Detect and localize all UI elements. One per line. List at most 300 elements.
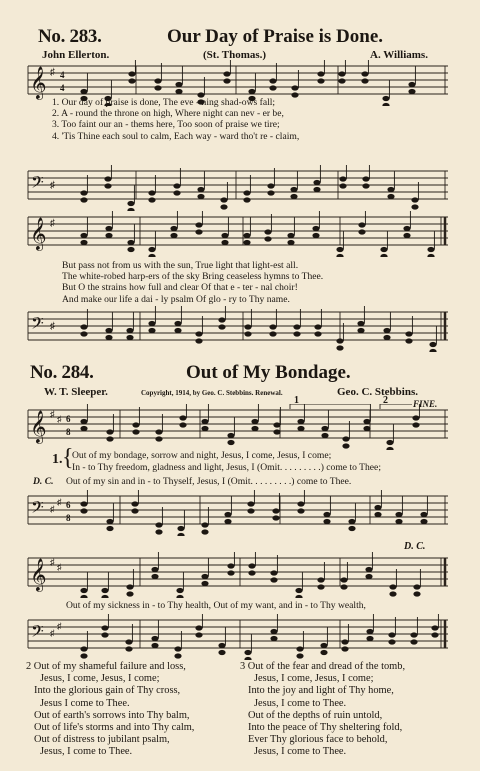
note-head (155, 522, 162, 527)
hymn-283-composer: A. Williams. (370, 49, 428, 61)
note-head (128, 71, 135, 76)
hymn-284-author: W. T. Sleeper. (44, 386, 108, 398)
note-head (148, 197, 155, 202)
note-head (220, 197, 227, 202)
note-head (197, 187, 204, 192)
note-head (224, 519, 231, 524)
svg-text:♯: ♯ (50, 409, 55, 419)
hymn-284-line-4: Out of my sickness in - to Thy health, Out of my want, and in - to Thy wealth, (66, 600, 366, 611)
note-head (320, 643, 327, 648)
note-head (365, 574, 372, 579)
note-head (269, 85, 276, 90)
svg-text:♯: ♯ (57, 562, 62, 572)
note-head (80, 595, 87, 598)
note-head (223, 78, 230, 83)
stanza-line: Out of life's storms and into Thy calm, (34, 722, 195, 734)
note-head (132, 429, 139, 434)
note-head (151, 567, 158, 572)
note-head (106, 429, 113, 434)
brace-icon: { (62, 445, 74, 471)
note-head (128, 78, 135, 83)
svg-text:6: 6 (66, 414, 71, 424)
note-head (248, 570, 255, 575)
note-head (101, 595, 108, 598)
hymn-284-line-3: Out of my sin and in - to Thyself, Jesus, I (Omit. . . . . . . . .) come to Thee. (66, 476, 352, 487)
note-head (383, 335, 390, 340)
note-head (251, 426, 258, 431)
verse-line: And make our life a dai - ly psalm Of glo - ry to Thy name. (62, 293, 290, 305)
svg-text:𝄞: 𝄞 (30, 560, 47, 591)
note-head (170, 226, 177, 231)
note-head (357, 321, 364, 326)
note-head (427, 254, 434, 257)
note-head (125, 639, 132, 644)
note-head (341, 639, 348, 644)
note-head (105, 328, 112, 333)
note-head (408, 89, 415, 94)
note-head (317, 71, 324, 76)
note-head (336, 247, 343, 252)
note-head (429, 342, 436, 347)
hymn-284-stanza-2 (26, 661, 194, 759)
note-head (339, 176, 346, 181)
hymn-283-tune: (St. Thomas.) (203, 49, 267, 61)
verse-line: But pass not from us with the sun, True light that light-est all. (62, 260, 299, 271)
note-head (227, 570, 234, 575)
hymn-284-stanza-3 (240, 661, 405, 759)
svg-text:♯: ♯ (50, 321, 55, 332)
stanza-line: Out of earth's sorrows into Thy balm, (34, 709, 190, 721)
note-head (405, 338, 412, 343)
stanza-line: Jesus I come to Thee. (40, 697, 130, 709)
svg-text:6: 6 (66, 500, 71, 510)
note-head (338, 78, 345, 83)
hymn-283-verses-b (62, 260, 323, 305)
note-head (382, 103, 389, 106)
note-head (264, 236, 271, 241)
note-head (269, 324, 276, 329)
note-head (174, 653, 181, 658)
svg-text:8: 8 (66, 513, 71, 523)
note-head (80, 508, 87, 513)
note-head (295, 595, 302, 598)
note-head (317, 584, 324, 589)
note-head (297, 426, 304, 431)
stanza-number: 1. (52, 452, 63, 467)
stanza-line: Jesus, I come to Thee. (254, 697, 347, 709)
note-head (126, 335, 133, 340)
note-head (389, 584, 396, 589)
note-head (148, 190, 155, 195)
note-head (338, 71, 345, 76)
note-head (201, 574, 208, 579)
note-head (106, 519, 113, 524)
music-staff-bass (0, 165, 480, 211)
note-head (195, 331, 202, 336)
svg-text:4: 4 (60, 70, 65, 80)
note-head (179, 415, 186, 420)
note-head (336, 345, 343, 350)
note-head (151, 643, 158, 648)
note-head (293, 324, 300, 329)
note-head (313, 180, 320, 185)
note-head (314, 331, 321, 336)
note-head (362, 176, 369, 181)
note-head (420, 512, 427, 517)
svg-text:♯: ♯ (50, 557, 55, 567)
stanza-line: Into the joy and light of Thy home, (248, 685, 394, 697)
hymn-284-line-1: Out of my bondage, sorrow and night, Jesus, I come, Jesus, I come; (72, 450, 332, 461)
note-head (312, 233, 319, 238)
note-head (174, 646, 181, 651)
note-head (362, 183, 369, 188)
note-head (410, 639, 417, 644)
note-head (363, 426, 370, 431)
note-head (341, 646, 348, 651)
verse-line: The white-robed harp-ers of the sky Bring ceaseless hymns to Thee. (62, 271, 324, 283)
note-head (380, 254, 387, 257)
note-head (410, 632, 417, 637)
note-head (358, 229, 365, 234)
note-head (413, 591, 420, 596)
music-staff-bass (0, 490, 480, 536)
note-head (148, 254, 155, 257)
stanza-line: 2 Out of my shameful failure and loss, (26, 661, 186, 672)
note-head (403, 226, 410, 231)
note-head (106, 436, 113, 441)
note-head (127, 247, 134, 252)
hymn-284-copyright: Copyright, 1914, by Geo. C. Stebbins. Renewal. (141, 389, 283, 397)
hymn-283-verses-a (52, 97, 299, 142)
note-head (365, 567, 372, 572)
note-head (408, 82, 415, 87)
svg-text:♯: ♯ (57, 414, 62, 424)
verse-line: 3. Too faint our an - thems here, Too soon of praise we tire; (52, 119, 280, 131)
note-head (197, 194, 204, 199)
note-head (336, 254, 343, 257)
note-head (267, 190, 274, 195)
note-head (218, 650, 225, 655)
svg-text:♯: ♯ (50, 67, 55, 78)
note-head (388, 639, 395, 644)
note-head (293, 331, 300, 336)
note-head (173, 183, 180, 188)
note-head (361, 78, 368, 83)
svg-text:8: 8 (66, 427, 71, 437)
note-head (313, 187, 320, 192)
stanza-line: 3 Out of the fear and dread of the tomb, (240, 661, 406, 672)
note-head (179, 422, 186, 427)
note-head (357, 328, 364, 333)
note-head (174, 321, 181, 326)
note-head (151, 636, 158, 641)
note-head (155, 529, 162, 534)
note-head (244, 324, 251, 329)
note-head (248, 563, 255, 568)
note-head (290, 187, 297, 192)
note-head (270, 577, 277, 582)
note-head (132, 422, 139, 427)
note-head (80, 233, 87, 238)
note-head (227, 563, 234, 568)
svg-text:♯: ♯ (57, 621, 62, 631)
verse-line: 1. Our day of praise is done, The eve - ning shad-ows fall; (52, 97, 276, 108)
svg-text:♯: ♯ (57, 497, 62, 507)
svg-text:𝄞: 𝄞 (30, 219, 47, 250)
note-head (411, 204, 418, 209)
stanza-line: Into the glorious gain of Thy cross, (34, 685, 181, 697)
note-head (127, 201, 134, 206)
stanza-line: Out of the depths of ruin untold, (248, 709, 383, 721)
note-head (126, 591, 133, 596)
svg-text:𝄞: 𝄞 (30, 412, 47, 443)
note-head (405, 331, 412, 336)
note-head (154, 85, 161, 90)
hymn-284-line-2: In - to Thy freedom, gladness and light, Jesus, I (Omit. . . . . . . . .) come to Thee; (72, 462, 381, 473)
note-head (348, 526, 355, 531)
note-head (411, 197, 418, 202)
verse-line: But O the strains how full and clear Of that e - ter - nal choir! (62, 282, 298, 294)
note-head (374, 505, 381, 510)
note-head (126, 328, 133, 333)
hymn-number-283: No. 283. (38, 26, 102, 47)
note-head (290, 194, 297, 199)
note-head (267, 183, 274, 188)
note-head (366, 629, 373, 634)
note-head (104, 183, 111, 188)
note-head (295, 588, 302, 593)
stanza-line: Jesus, I come to Thee. (40, 746, 133, 758)
note-head (243, 190, 250, 195)
hymn-284-composer: Geo. C. Stebbins. (337, 386, 418, 398)
note-head (221, 233, 228, 238)
note-head (148, 328, 155, 333)
svg-text:♯: ♯ (50, 218, 55, 229)
stanza-line: Into the peace of Thy sheltering fold, (248, 722, 403, 734)
note-head (80, 426, 87, 431)
note-head (127, 240, 134, 245)
note-head (374, 512, 381, 517)
note-head (366, 636, 373, 641)
fine-mark: FINE. (413, 399, 438, 409)
note-head (336, 338, 343, 343)
note-head (314, 324, 321, 329)
note-head (80, 588, 87, 593)
note-head (413, 584, 420, 589)
note-head (287, 240, 294, 245)
note-head (104, 176, 111, 181)
note-head (269, 78, 276, 83)
note-head (264, 229, 271, 234)
hymn-number-284: No. 284. (30, 362, 94, 383)
first-ending-mark: 1 (294, 395, 299, 406)
note-head (244, 650, 251, 655)
note-head (80, 197, 87, 202)
note-head (387, 187, 394, 192)
note-head (270, 629, 277, 634)
note-head (101, 588, 108, 593)
note-head (105, 226, 112, 231)
note-head (155, 436, 162, 441)
note-head (131, 501, 138, 506)
note-head (339, 183, 346, 188)
svg-text:𝄢: 𝄢 (31, 499, 44, 521)
note-head (363, 419, 370, 424)
note-head (201, 426, 208, 431)
note-head (361, 71, 368, 76)
note-head (317, 577, 324, 582)
svg-text:4: 4 (60, 83, 65, 93)
svg-text:♯: ♯ (50, 180, 55, 191)
note-head (80, 324, 87, 329)
note-head (383, 328, 390, 333)
note-head (412, 422, 419, 427)
stanza-line: Jesus, I come to Thee. (254, 746, 347, 758)
svg-text:𝄢: 𝄢 (31, 315, 44, 337)
note-head (380, 247, 387, 252)
note-head (195, 222, 202, 227)
note-head (296, 653, 303, 658)
note-head (297, 419, 304, 424)
note-head (243, 233, 250, 238)
note-head (148, 247, 155, 252)
stanza-line: Ever Thy glorious face to behold, (248, 734, 388, 746)
note-head (221, 240, 228, 245)
note-head (340, 577, 347, 582)
note-head (427, 247, 434, 252)
note-head (80, 331, 87, 336)
note-head (429, 349, 436, 352)
note-head (101, 625, 108, 630)
note-head (195, 229, 202, 234)
note-head (270, 570, 277, 575)
note-head (412, 415, 419, 420)
note-head (106, 526, 113, 531)
note-head (201, 581, 208, 586)
note-head (386, 440, 393, 445)
note-head (272, 508, 279, 513)
note-head (175, 89, 182, 94)
note-head (358, 222, 365, 227)
note-head (395, 512, 402, 517)
note-head (177, 526, 184, 531)
note-head (387, 194, 394, 199)
note-head (195, 632, 202, 637)
svg-text:♯: ♯ (50, 628, 55, 638)
note-head (174, 328, 181, 333)
note-head (321, 426, 328, 431)
note-head (389, 591, 396, 596)
note-head (348, 519, 355, 524)
note-head (125, 646, 132, 651)
hymn-283-author: John Ellerton. (42, 49, 110, 61)
note-head (105, 335, 112, 340)
note-head (342, 443, 349, 448)
note-head (126, 584, 133, 589)
note-head (80, 89, 87, 94)
note-head (177, 533, 184, 536)
note-head (105, 233, 112, 238)
note-head (80, 646, 87, 651)
note-head (297, 501, 304, 506)
note-head (80, 240, 87, 245)
note-head (342, 436, 349, 441)
music-staff-treble (0, 552, 480, 598)
note-head (201, 419, 208, 424)
note-head (227, 440, 234, 445)
note-head (195, 625, 202, 630)
note-head (243, 240, 250, 245)
stanza-line: Jesus, I come, Jesus, I come; (254, 673, 374, 685)
note-head (273, 422, 280, 427)
note-head (244, 331, 251, 336)
note-head (224, 512, 231, 517)
note-head (176, 588, 183, 593)
note-head (297, 508, 304, 513)
note-head (431, 632, 438, 637)
note-head (227, 433, 234, 438)
note-head (218, 643, 225, 648)
note-head (220, 204, 227, 209)
second-ending-mark: 2 (383, 395, 388, 406)
note-head (323, 512, 330, 517)
note-head (431, 625, 438, 630)
note-head (323, 519, 330, 524)
svg-text:𝄢: 𝄢 (31, 623, 44, 645)
note-head (218, 317, 225, 322)
svg-text:♯: ♯ (50, 504, 55, 514)
note-head (170, 233, 177, 238)
note-head (80, 419, 87, 424)
stanza-line: Jesus, I come, Jesus, I come; (40, 673, 160, 685)
note-head (273, 429, 280, 434)
note-head (201, 529, 208, 534)
svg-text:𝄢: 𝄢 (31, 174, 44, 196)
note-head (80, 653, 87, 658)
note-head (247, 501, 254, 506)
note-head (403, 233, 410, 238)
note-head (287, 233, 294, 238)
note-head (154, 78, 161, 83)
note-head (148, 321, 155, 326)
music-staff-treble (0, 404, 480, 450)
note-head (320, 650, 327, 655)
note-head (80, 501, 87, 506)
note-head (176, 595, 183, 598)
note-head (317, 78, 324, 83)
hymn-title-284: Out of My Bondage. (186, 362, 351, 383)
music-staff-bass (0, 306, 480, 352)
verse-line: 4. 'Tis Thine each soul to calm, Each way - ward tho't re - claim, (52, 130, 300, 142)
note-head (340, 584, 347, 589)
note-head (201, 522, 208, 527)
note-head (247, 508, 254, 513)
note-head (312, 226, 319, 231)
note-head (151, 574, 158, 579)
note-head (388, 632, 395, 637)
note-head (248, 89, 255, 94)
note-head (395, 519, 402, 524)
note-head (223, 71, 230, 76)
note-head (175, 82, 182, 87)
stanza-line: Out of distress to jubilant psalm, (34, 734, 170, 746)
note-head (195, 338, 202, 343)
note-head (101, 632, 108, 637)
verse-line: 2. A - round the throne on high, Where night can nev - er be, (52, 108, 284, 120)
music-staff-bass (0, 614, 480, 660)
note-head (131, 508, 138, 513)
note-head (296, 646, 303, 651)
